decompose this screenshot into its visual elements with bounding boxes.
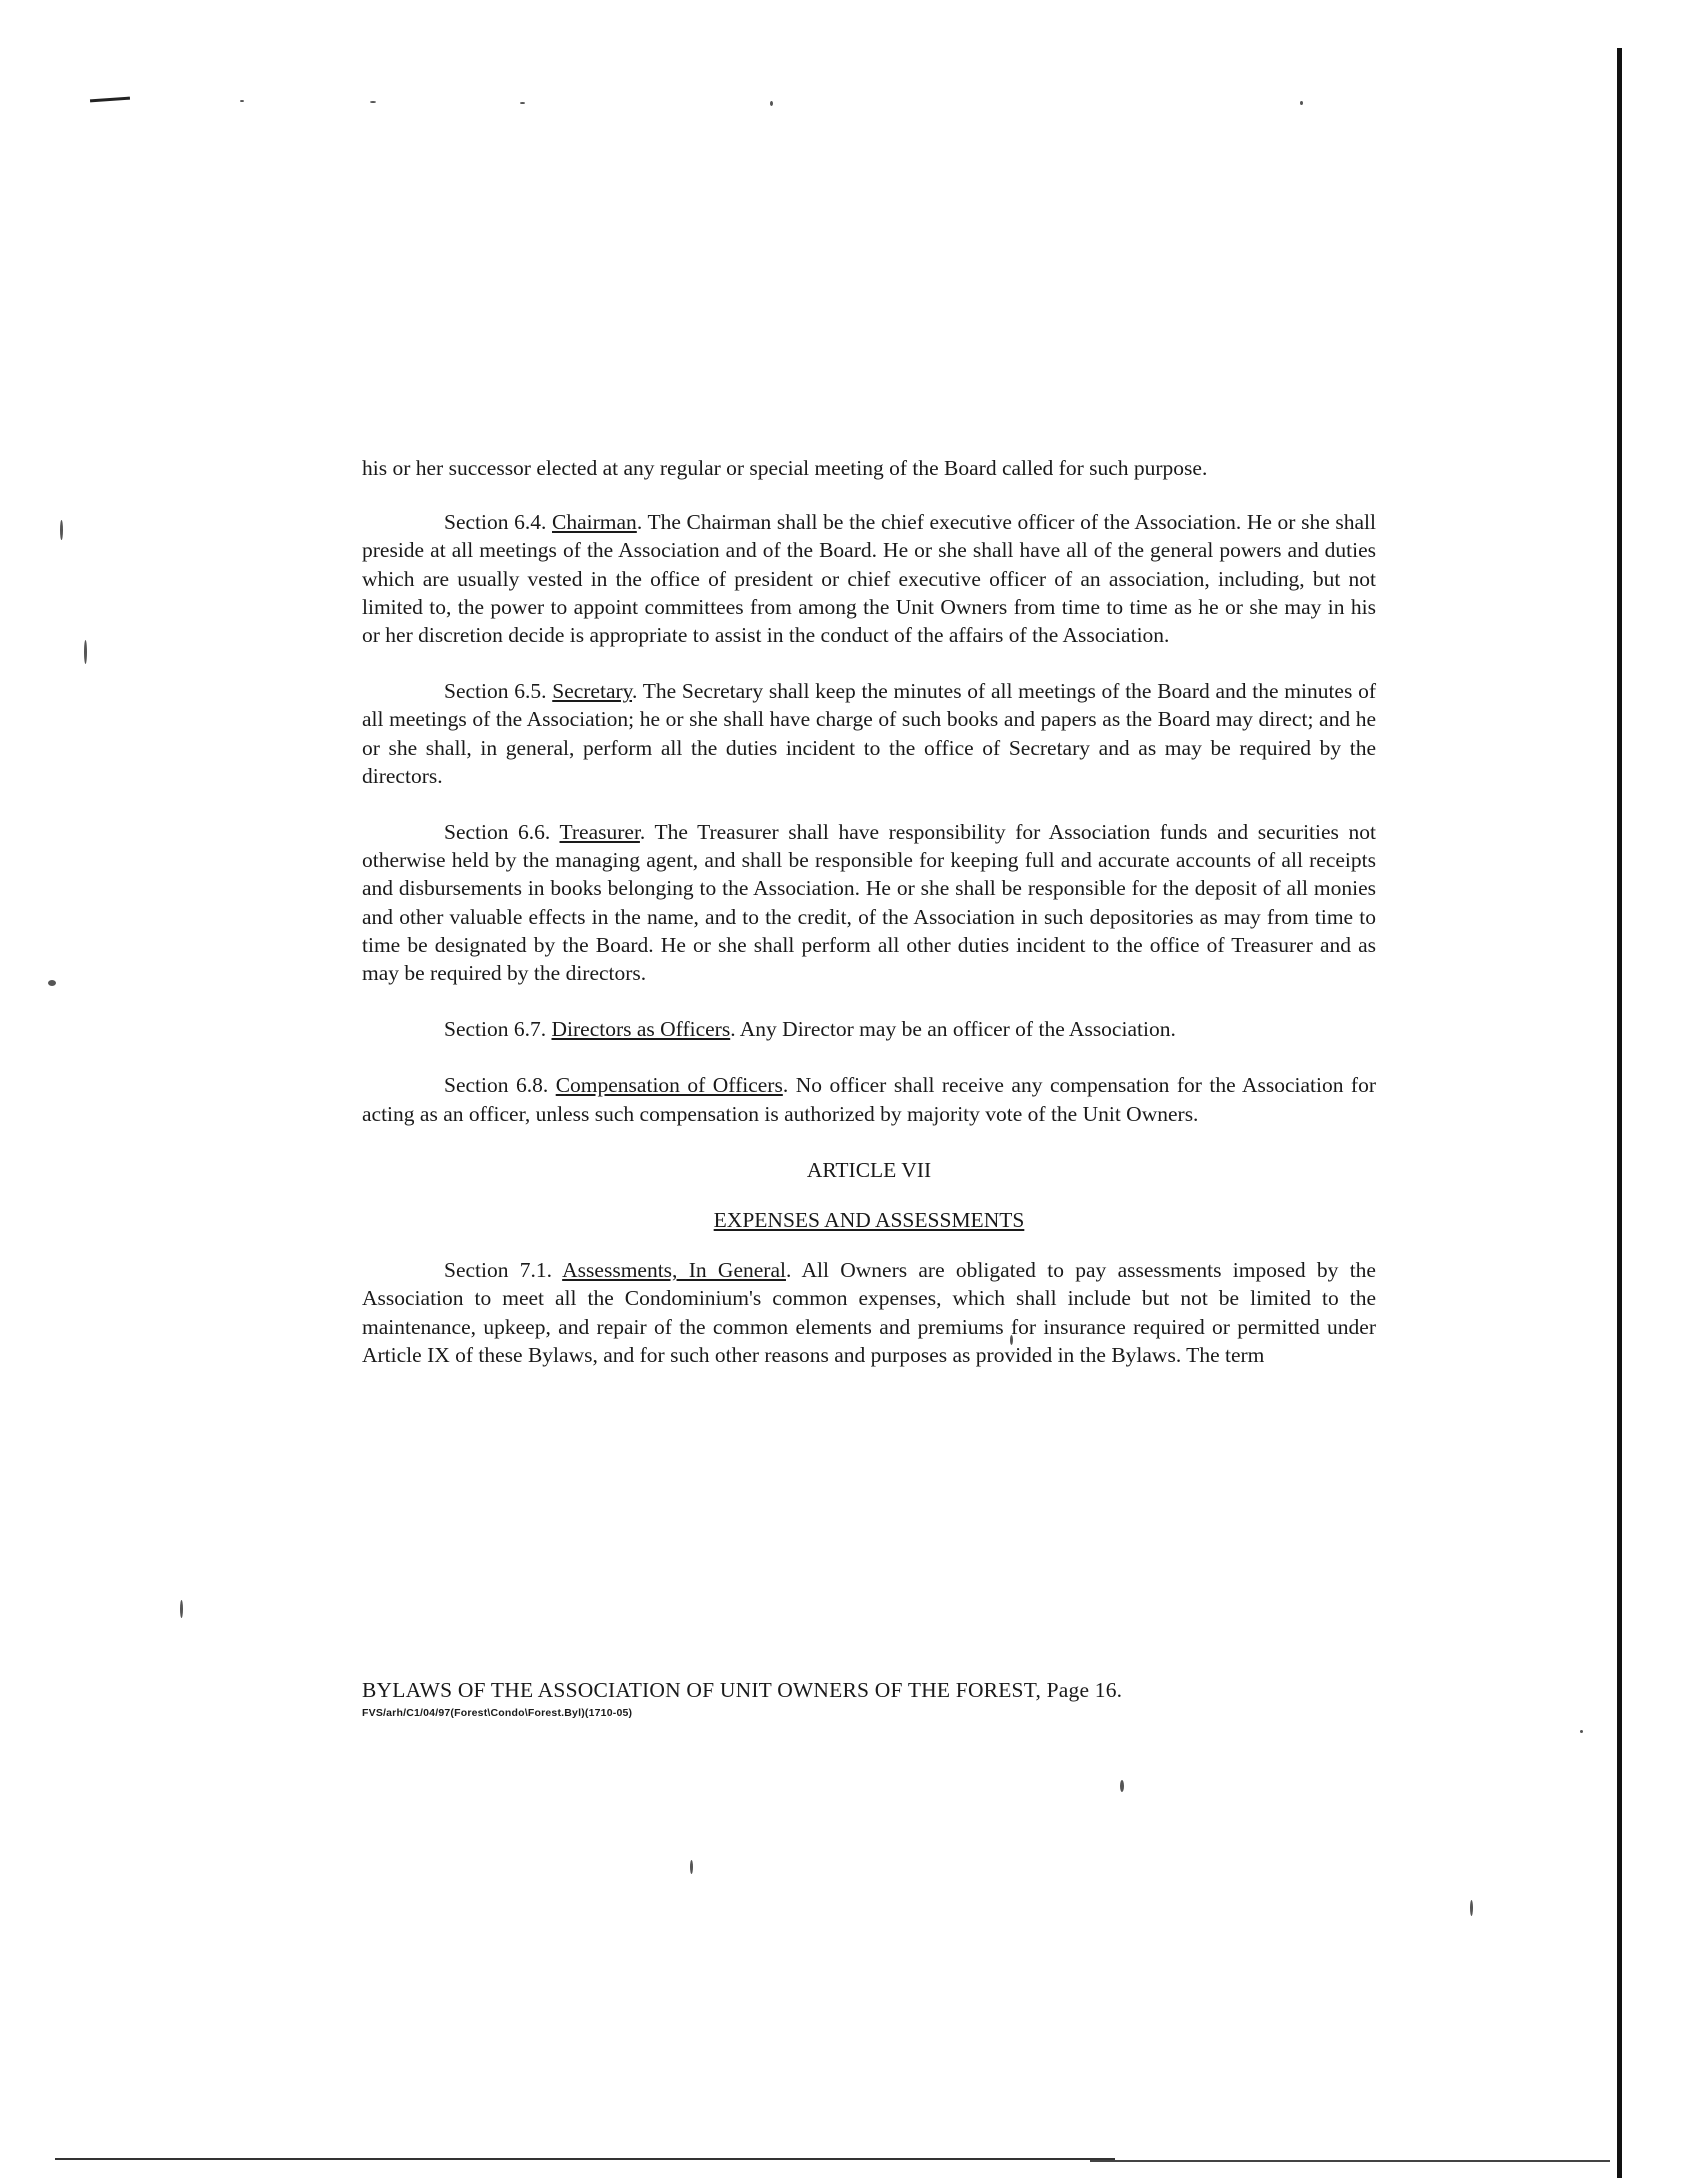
section-text: The Chairman shall be the chief executive officer of the Association. He or she shall preside at all meetings of the Association and of the Board. He or she shall have all of the general powers and duties which are usually vested in the office of president or chief executive officer of an association, including, but not limited to, the power to appoint committees from among the Unit Owners from time to time as he or she may in his or her discretion decide is appropriate to assist in the conduct of the affairs of the Association. — [362, 510, 1376, 648]
section-6-6: Section 6.6. Treasurer. The Treasurer shall have responsibility for Association funds and securities not otherwise held by the managing agent, and shall be responsible for keeping full and accurate accounts of all receipts and disbursements in books belonging to the Association. He or she shall be responsible for the deposit of all monies and other valuable effects in the name, and to the credit, of the Association in such depositories as may from time to time be designated by the Board. He or she shall perform all other duties incident to the office of Treasurer and as may be required by the directors. — [362, 820, 1376, 986]
intro-paragraph: his or her successor elected at any regular or special meeting of the Board called for such purpose. — [362, 456, 1208, 480]
article-title: EXPENSES AND ASSESSMENTS — [713, 1208, 1025, 1233]
footer-title: BYLAWS OF THE ASSOCIATION OF UNIT OWNERS OF THE FOREST, Page 16. — [362, 1678, 1123, 1702]
scan-speck — [240, 100, 244, 102]
scan-speck — [1120, 1780, 1124, 1792]
scan-line-bottom — [55, 2158, 1115, 2160]
section-6-8: Section 6.8. Compensation of Officers. No officer shall receive any compensation for the Association for acting as an officer, unless such compensation is authorized by majority vote of the Unit Owners. — [362, 1073, 1377, 1126]
scan-mark-top — [90, 97, 130, 103]
section-6-7: Section 6.7. Directors as Officers. Any Director may be an officer of the Association. — [444, 1017, 1176, 1042]
section-6-4: Section 6.4. Chairman. The Chairman shall be the chief executive officer of the Association. He or she shall preside at all meetings of the Association and of the Board. He or she shall have all of the general powers and duties which are usually vested in the office of president or chief executive officer of an association, including, but not limited to, the power to appoint committees from among the Unit Owners from time to time as he or she may in his or her discretion decide is appropriate to assist in the conduct of the affairs of the Association. — [362, 510, 1376, 648]
section-6-5: Section 6.5. Secretary. The Secretary shall keep the minutes of all meetings of the Board and the minutes of all meetings of the Association; he or she shall have charge of such books and papers as the Board may direct; and he or she shall, in general, perform all the duties incident to the office of Secretary and as may be required by the directors. — [362, 679, 1376, 788]
scan-speck — [1580, 1730, 1583, 1733]
document-body — [362, 454, 1376, 1397]
scan-speck — [1300, 101, 1303, 105]
footer-file-code: FVS/arh/C1/04/97(Forest\Condo\Forest.Byl)(1710-05) — [362, 1707, 633, 1719]
scan-speck — [1470, 1900, 1473, 1916]
page-footer — [362, 1678, 1376, 1719]
section-number: Section 7.1. — [444, 1258, 553, 1283]
section-title: Compensation of Officers — [555, 1073, 783, 1098]
scan-speck — [48, 980, 56, 986]
section-text: All Owners are obligated to pay assessments imposed by the Association to meet all the Condominium's common expenses, which shall include but not be limited to the maintenance, upkeep, and repair of the common elements and premiums for insurance required or permitted under Article IX of these Bylaws, and for such other reasons and purposes as provided in the Bylaws. The term — [362, 1258, 1376, 1367]
scan-speck — [770, 101, 773, 106]
section-text: The Treasurer shall have responsibility for Association funds and securities not otherwise held by the managing agent, and shall be responsible for keeping full and accurate accounts of all receipts and disbursements in books belonging to the Association. He or she shall be responsible for the deposit of all monies and other valuable effects in the name, and to the credit, of the Association in such depositories as may from time to time be designated by the Board. He or she shall perform all other duties incident to the office of Treasurer and as may be required by the directors. — [362, 820, 1376, 986]
scan-speck — [690, 1860, 693, 1874]
section-7-1: Section 7.1. Assessments, In General. All Owners are obligated to pay assessments imposed by the Association to meet all the Condominium's common expenses, which shall include but not be limited to the maintenance, upkeep, and repair of the common elements and premiums for insurance required or permitted under Article IX of these Bylaws, and for such other reasons and purposes as provided in the Bylaws. The term — [362, 1258, 1376, 1367]
scan-edge-right — [1617, 48, 1622, 2178]
section-title: Treasurer — [559, 820, 640, 845]
section-number: Section 6.6. — [444, 820, 551, 845]
scan-speck — [520, 102, 525, 104]
section-text: Any Director may be an officer of the Association. — [739, 1017, 1176, 1042]
article-heading: ARTICLE VII — [806, 1157, 932, 1182]
section-title: Assessments, In General — [562, 1258, 786, 1283]
scan-speck — [60, 520, 63, 540]
section-number: Section 6.4. — [444, 510, 547, 535]
scan-line-bottom-right — [1090, 2160, 1610, 2162]
scan-speck — [84, 640, 87, 664]
section-number: Section 6.5. — [444, 679, 547, 704]
section-number: Section 6.7. — [444, 1017, 547, 1042]
section-text: The Secretary shall keep the minutes of all meetings of the Board and the minutes of all meetings of the Association; he or she shall have charge of such books and papers as the Board may direct; and he or she shall, in general, perform all the duties incident to the office of Secretary and as may be required by the directors. — [362, 679, 1376, 788]
section-text: No officer shall receive any compensation for the Association for acting as an officer, unless such compensation is authorized by majority vote of the Unit Owners. — [362, 1073, 1377, 1126]
section-title: Chairman — [552, 510, 637, 535]
section-title: Secretary — [552, 679, 633, 704]
scan-speck — [180, 1600, 183, 1618]
scan-speck — [370, 101, 376, 103]
section-number: Section 6.8. — [444, 1073, 549, 1098]
section-title: Directors as Officers — [551, 1017, 731, 1042]
